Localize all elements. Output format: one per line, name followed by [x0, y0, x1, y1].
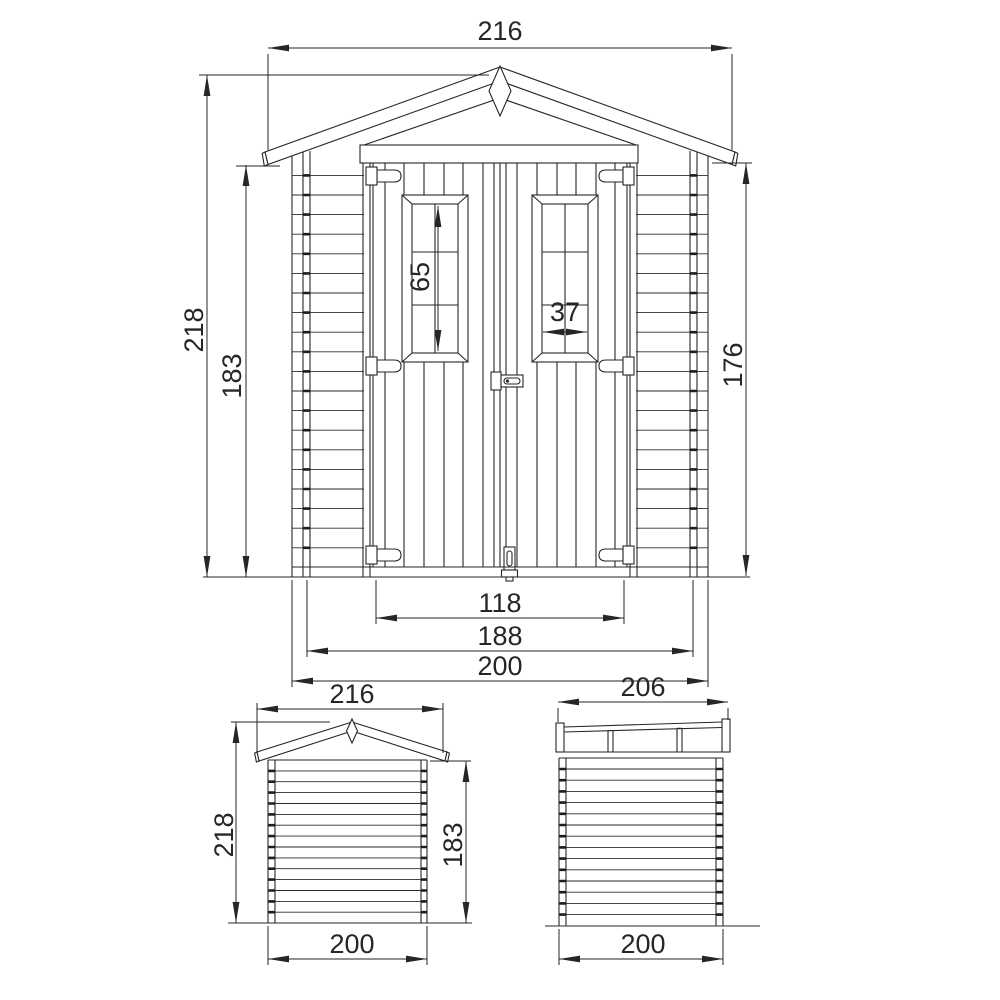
dim-label-base-width: 200: [477, 651, 523, 681]
hinge-left-middle: [377, 360, 401, 372]
side-dimensions: [558, 672, 728, 965]
dim-label-roof-width: 216: [477, 16, 523, 46]
hinge-right-top: [599, 170, 623, 182]
roof-gable: [262, 66, 738, 166]
side-elevation-view: [545, 672, 760, 965]
hinge-left-bottom: [377, 549, 401, 561]
front-right-wall: [636, 151, 708, 577]
dim-label-door-side-height: 176: [718, 342, 748, 388]
side-corner-notches: [560, 769, 723, 915]
dim-label-rear-overall-height: 218: [209, 812, 239, 858]
rear-elevation-view: [209, 679, 472, 965]
door-window-right: [532, 195, 598, 362]
hinge-left-top: [377, 170, 401, 182]
dim-label-rear-roof-width: 216: [329, 679, 375, 709]
side-roof-edge: [556, 719, 730, 752]
floor-base: [203, 567, 750, 577]
front-left-wall: [292, 151, 364, 577]
hinge-right-bottom: [599, 549, 623, 561]
dim-label-window-width: 37: [549, 297, 581, 327]
hinge-right-middle: [599, 360, 623, 372]
dim-label-inner-width: 188: [477, 621, 523, 651]
dim-label-side-roof-depth: 206: [620, 672, 666, 702]
rear-roof-finial-diamond: [347, 719, 358, 743]
rear-dimensions: [209, 679, 471, 965]
door-header-board: [360, 145, 638, 163]
dim-label-door-width: 118: [478, 588, 522, 618]
dim-label-rear-wall-height: 183: [438, 822, 468, 868]
door-latch: [491, 372, 523, 390]
side-wall: [545, 758, 760, 926]
rear-corner-notches: [269, 771, 427, 912]
door-window-left: [402, 195, 468, 362]
dim-label-rear-base-width: 200: [329, 929, 375, 959]
dim-label-window-height: 65: [405, 261, 435, 293]
dim-label-wall-height: 183: [217, 353, 247, 399]
front-elevation-view: [179, 16, 752, 687]
door-drop-bolt: [502, 547, 518, 581]
right-corner-notches: [690, 175, 697, 547]
left-corner-notches: [303, 175, 310, 547]
rear-wall: [228, 760, 472, 923]
dim-label-side-base-depth: 200: [620, 929, 666, 959]
dim-label-overall-height: 218: [179, 307, 209, 353]
rear-roof: [255, 719, 450, 762]
